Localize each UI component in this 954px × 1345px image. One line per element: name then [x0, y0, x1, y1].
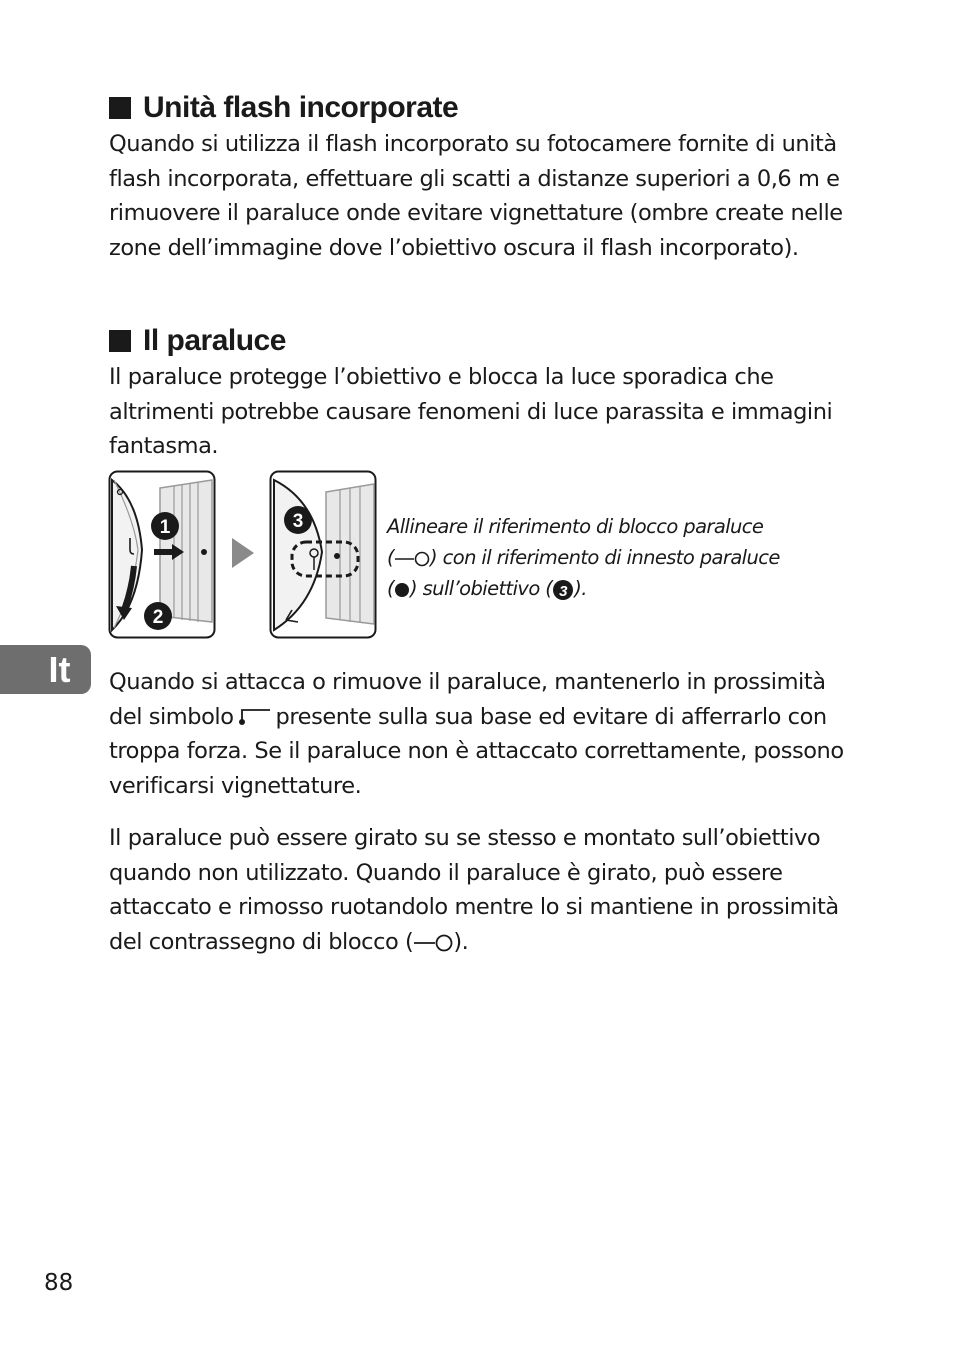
svg-text:3: 3 — [559, 582, 568, 600]
caption-text: ) con il riferimento di innesto paraluce — [430, 546, 780, 569]
caption-line: Allineare il riferimento di blocco paraluce — [387, 515, 764, 538]
paragraph-text: presente sulla sua base ed evitare di afferrarlo con troppa forza. Se il paraluce non è attaccato correttamente, possono verificarsi vignettature. — [109, 703, 844, 800]
step-3-label — [284, 506, 312, 534]
section-title: Il paraluce — [143, 324, 286, 357]
section-heading-flash — [109, 90, 458, 126]
mounting-index-dot — [201, 549, 207, 555]
paragraph-text: ). — [453, 929, 469, 956]
next-step-arrow — [232, 538, 254, 568]
paragraph-text: Il paraluce può essere girato su se stesso e montato sull’obiettivo quando non utilizzato. Quando il paraluce è girato, può essere attaccato e rimosso ruotandolo mentre lo si mantiene in prossimità del contrassegno di blocco ( — [109, 825, 839, 956]
grip-symbol-icon — [238, 706, 272, 726]
hood-attachment-illustration — [108, 470, 378, 640]
caption-text: ( — [387, 546, 395, 569]
section-body: Il paraluce protegge l’obiettivo e blocca la luce sporadica che altrimenti potrebbe causare fenomeni di luce parassita e immagini fantasma. — [109, 364, 833, 460]
svg-text:1: 1 — [159, 517, 171, 538]
step-3-ref-icon — [552, 579, 574, 601]
heading-square-icon — [109, 97, 131, 119]
paragraph-text: Quando si attacca o rimuove il paraluce, mantenerlo in prossimità del simbolo — [109, 669, 826, 730]
section-title: Unità flash incorporate — [143, 91, 459, 124]
mount-index-dot-icon — [394, 582, 410, 598]
lock-index-icon — [394, 550, 430, 568]
step-2-label — [144, 602, 172, 630]
svg-text:2: 2 — [152, 607, 164, 628]
figure-caption — [387, 511, 847, 604]
svg-text:3: 3 — [292, 511, 304, 532]
caption-text: ). — [574, 577, 587, 600]
caption-line — [387, 573, 847, 604]
section-heading-lens-hood — [109, 323, 286, 359]
caption-text: ) sull’obiettivo ( — [410, 577, 553, 600]
lens-barrel-right — [326, 484, 374, 624]
step-1-label — [151, 512, 179, 540]
caption-text: ( — [387, 577, 395, 600]
lock-mark-icon — [413, 933, 453, 953]
heading-square-icon — [109, 330, 131, 352]
reversed-hood-paragraph — [109, 821, 849, 960]
language-tab — [0, 645, 91, 694]
caption-line — [387, 542, 847, 573]
page-number: 88 — [44, 1270, 74, 1296]
hood-handling-paragraph — [109, 665, 849, 804]
language-code: It — [48, 648, 71, 690]
section-body: Quando si utilizza il flash incorporato su fotocamere fornite di unità flash incorporata, effettuare gli scatti a distanze superiori a 0,6 m e rimuovere il paraluce onde evitare vignettature (ombre create nelle zone dell’immagine dove l’obiettivo oscura il flash incorporato). — [109, 131, 843, 262]
